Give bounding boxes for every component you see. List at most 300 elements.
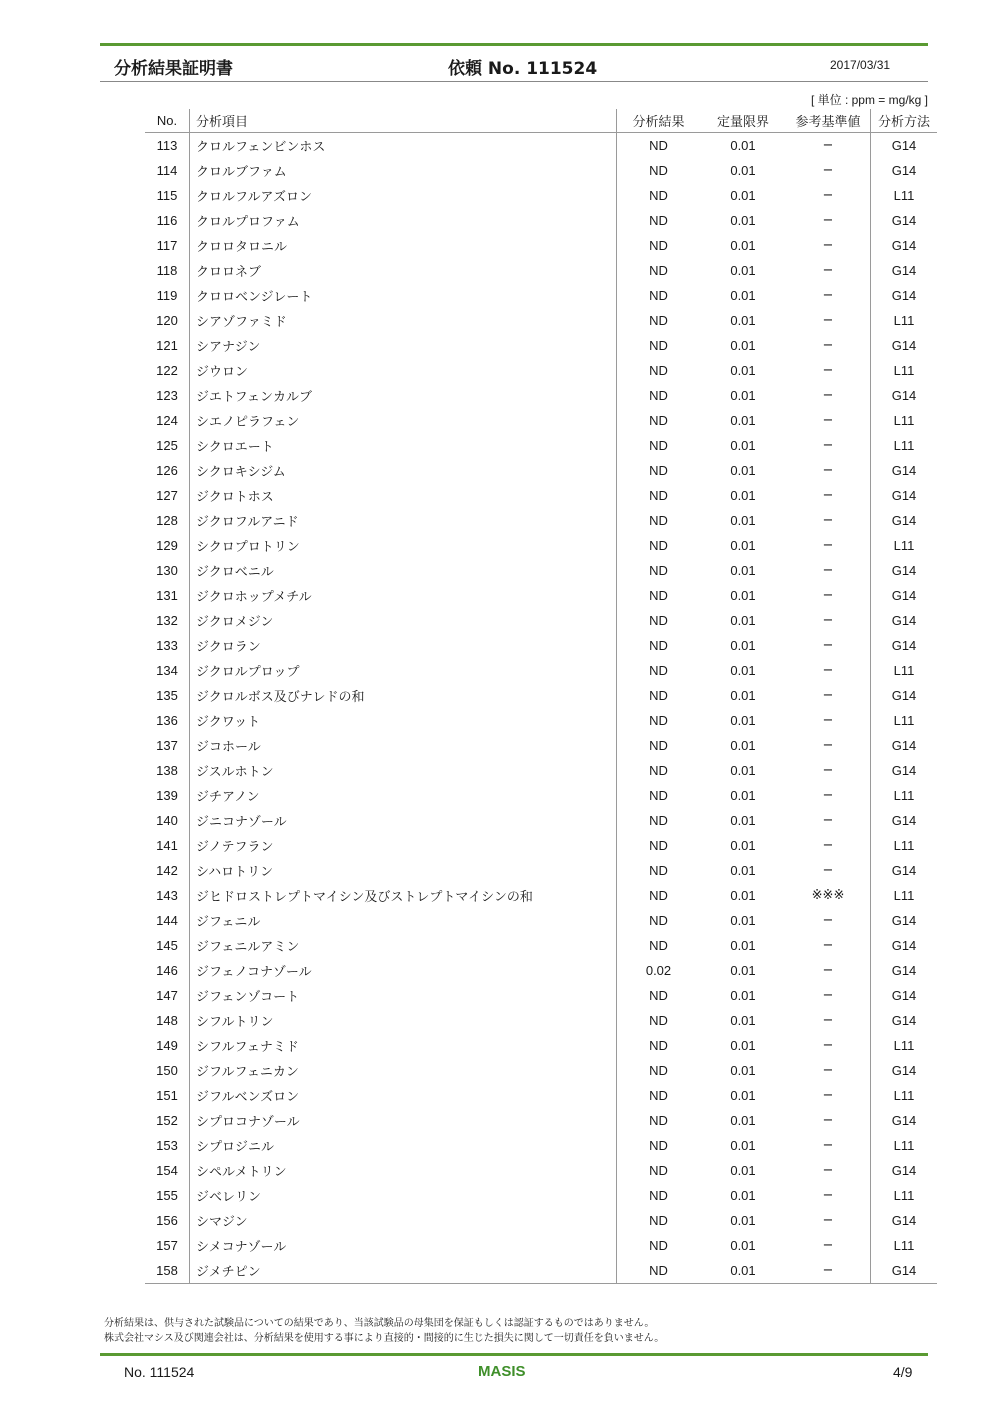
cell-loq: 0.01 xyxy=(730,838,756,853)
cell-item: ジクロベニル xyxy=(190,558,617,583)
cell-loq: 0.01 xyxy=(730,1013,756,1028)
cell-item: ジフェニルアミン xyxy=(190,933,617,958)
cell-loq: 0.01 xyxy=(730,338,756,353)
cell-method: G14 xyxy=(871,1108,938,1133)
cell-result: ND xyxy=(617,1008,701,1033)
cell-result: ND xyxy=(617,908,701,933)
cell-reference: − xyxy=(822,163,834,178)
cell-reference: − xyxy=(822,463,834,478)
cell-no: 136 xyxy=(156,713,178,728)
cell-result: ND xyxy=(617,258,701,283)
cell-reference: − xyxy=(822,1063,834,1078)
cell-loq: 0.01 xyxy=(730,688,756,703)
cell-method: L11 xyxy=(871,1083,938,1108)
table-row xyxy=(145,508,937,533)
cell-item: ジクワット xyxy=(190,708,617,733)
cell-method: L11 xyxy=(871,183,938,208)
cell-method: L11 xyxy=(871,1183,938,1208)
cell-loq: 0.01 xyxy=(700,1258,786,1284)
cell-method: L11 xyxy=(871,358,938,383)
cell-loq: 0.01 xyxy=(730,1113,756,1128)
cell-loq: 0.01 xyxy=(730,363,756,378)
cell-result: ND xyxy=(617,558,701,583)
cell-reference: − xyxy=(822,1213,834,1228)
cell-result: ND xyxy=(617,1158,701,1183)
cell-item: シクロエート xyxy=(190,433,617,458)
table-row xyxy=(145,208,937,233)
cell-item: シプロジニル xyxy=(190,1133,617,1158)
table-row xyxy=(145,383,937,408)
cell-reference: − xyxy=(822,938,834,953)
cell-no: 153 xyxy=(156,1138,178,1153)
cell-reference: − xyxy=(822,813,834,828)
cell-item: ジヒドロストレプトマイシン及びストレプトマイシンの和 xyxy=(190,883,617,908)
cell-item: ジクロルボス及びナレドの和 xyxy=(190,683,617,708)
cell-reference: − xyxy=(822,913,834,928)
cell-result: ND xyxy=(617,308,701,333)
cell-no: 119 xyxy=(156,288,178,303)
cell-loq: 0.01 xyxy=(730,488,756,503)
cell-reference: − xyxy=(822,488,834,503)
cell-loq: 0.01 xyxy=(730,1063,756,1078)
cell-item: シアナジン xyxy=(190,333,617,358)
cell-result: ND xyxy=(617,1133,701,1158)
cell-item: シフルトリン xyxy=(190,1008,617,1033)
cell-reference: − xyxy=(822,1013,834,1028)
table-row xyxy=(145,608,937,633)
cell-no: 115 xyxy=(156,188,178,203)
cell-no: 121 xyxy=(156,338,178,353)
cell-item: ジクロフルアニド xyxy=(190,508,617,533)
cell-no: 133 xyxy=(156,638,178,653)
cell-no: 137 xyxy=(156,738,178,753)
brand-logo: MASIS xyxy=(478,1363,526,1380)
table-row xyxy=(145,308,937,333)
cell-no: 134 xyxy=(156,663,178,678)
cell-item: シクロキシジム xyxy=(190,458,617,483)
col-header-item: 分析項目 xyxy=(190,109,617,133)
cell-no: 127 xyxy=(156,488,178,503)
cell-no: 120 xyxy=(156,313,178,328)
cell-method: G14 xyxy=(871,633,938,658)
cell-result: ND xyxy=(617,983,701,1008)
cell-method: L11 xyxy=(871,1033,938,1058)
cell-no: 122 xyxy=(156,363,178,378)
table-row xyxy=(145,1083,937,1108)
cell-method: L11 xyxy=(871,708,938,733)
cell-method: L11 xyxy=(871,1233,938,1258)
disclaimer-line: 株式会社マシス及び関連会社は、分析結果を使用する事により直接的・間接的に生じた損失に関して一切責任を負いません。 xyxy=(104,1333,665,1344)
cell-result: ND xyxy=(617,733,701,758)
cell-item: ジエトフェンカルブ xyxy=(190,383,617,408)
cell-item: シエノピラフェン xyxy=(190,408,617,433)
cell-no: 143 xyxy=(156,888,178,903)
cell-loq: 0.01 xyxy=(730,163,756,178)
cell-loq: 0.01 xyxy=(730,188,756,203)
cell-method: G14 xyxy=(871,958,938,983)
cell-result: ND xyxy=(617,1183,701,1208)
cell-loq: 0.01 xyxy=(730,1138,756,1153)
cell-method: G14 xyxy=(871,383,938,408)
cell-loq: 0.01 xyxy=(730,888,756,903)
cell-reference: − xyxy=(822,513,834,528)
cell-reference: − xyxy=(822,238,834,253)
cell-item: シクロプロトリン xyxy=(190,533,617,558)
cell-loq: 0.01 xyxy=(730,938,756,953)
cell-reference: − xyxy=(822,1163,834,1178)
cell-method: G14 xyxy=(871,1208,938,1233)
cell-result: ND xyxy=(617,1258,701,1284)
cell-item: ジフェニル xyxy=(190,908,617,933)
cell-method: G14 xyxy=(871,483,938,508)
cell-reference: − xyxy=(822,713,834,728)
cell-no: 128 xyxy=(156,513,178,528)
cell-item: ジフルベンズロン xyxy=(190,1083,617,1108)
cell-result: ND xyxy=(617,158,701,183)
cell-result: ND xyxy=(617,808,701,833)
cell-method: G14 xyxy=(871,858,938,883)
footer-request-number: No. 111524 xyxy=(124,1364,195,1380)
cell-item: ジクロホップメチル xyxy=(190,583,617,608)
cell-reference: − xyxy=(822,963,834,978)
cell-result: ND xyxy=(617,333,701,358)
col-header-reference: 参考基準値 xyxy=(786,109,871,133)
cell-no: 138 xyxy=(156,763,178,778)
cell-no: 117 xyxy=(156,238,178,253)
cell-method: G14 xyxy=(871,933,938,958)
table-row xyxy=(145,683,937,708)
cell-method: L11 xyxy=(871,308,938,333)
table-row xyxy=(145,708,937,733)
cell-result: ND xyxy=(617,1108,701,1133)
cell-result: ND xyxy=(617,633,701,658)
cell-result: ND xyxy=(617,408,701,433)
cell-result: ND xyxy=(617,133,701,159)
cell-result: ND xyxy=(617,1233,701,1258)
table-row xyxy=(145,1233,937,1258)
cell-reference: − xyxy=(822,313,834,328)
cell-result: ND xyxy=(617,933,701,958)
cell-no: 144 xyxy=(156,913,178,928)
cell-reference: − xyxy=(822,838,834,853)
issue-date: 2017/03/31 xyxy=(830,58,891,72)
cell-no: 140 xyxy=(156,813,178,828)
cell-item: ジベレリン xyxy=(190,1183,617,1208)
cell-result: ND xyxy=(617,708,701,733)
table-row xyxy=(145,458,937,483)
cell-method: G14 xyxy=(871,508,938,533)
cell-loq: 0.01 xyxy=(730,538,756,553)
cell-no: 131 xyxy=(156,588,178,603)
table-row xyxy=(145,808,937,833)
cell-item: ジノテフラン xyxy=(190,833,617,858)
cell-loq: 0.01 xyxy=(730,663,756,678)
cell-reference: − xyxy=(822,138,834,153)
cell-loq: 0.01 xyxy=(730,438,756,453)
table-row xyxy=(145,858,937,883)
footer-rule xyxy=(100,1353,928,1356)
cell-method: G14 xyxy=(871,208,938,233)
cell-method: L11 xyxy=(871,883,938,908)
cell-method: G14 xyxy=(871,983,938,1008)
cell-result: ND xyxy=(617,183,701,208)
table-row xyxy=(145,983,937,1008)
cell-reference: − xyxy=(822,1138,834,1153)
table-row xyxy=(145,958,937,983)
cell-loq: 0.01 xyxy=(730,513,756,528)
cell-no: 156 xyxy=(156,1213,178,1228)
table-row xyxy=(145,1008,937,1033)
cell-reference: − xyxy=(822,688,834,703)
cell-item: シアゾファミド xyxy=(190,308,617,333)
cell-reference: − xyxy=(822,388,834,403)
cell-result: ND xyxy=(617,1208,701,1233)
cell-no: 157 xyxy=(156,1238,178,1253)
cell-item: ジコホール xyxy=(190,733,617,758)
header-rule xyxy=(100,43,928,46)
cell-loq: 0.01 xyxy=(730,863,756,878)
cell-method: G14 xyxy=(871,283,938,308)
cell-loq: 0.01 xyxy=(730,313,756,328)
cell-reference: − xyxy=(822,1238,834,1253)
cell-reference: − xyxy=(822,188,834,203)
cell-method: G14 xyxy=(871,133,938,159)
table-row xyxy=(145,358,937,383)
cell-no: 151 xyxy=(156,1088,178,1103)
cell-item: ジクロルプロップ xyxy=(190,658,617,683)
cell-method: L11 xyxy=(871,533,938,558)
cell-method: L11 xyxy=(871,833,938,858)
table-row xyxy=(145,283,937,308)
cell-result: ND xyxy=(617,233,701,258)
cell-reference: − xyxy=(822,1038,834,1053)
cell-result: ND xyxy=(617,783,701,808)
cell-loq: 0.01 xyxy=(730,263,756,278)
cell-reference: − xyxy=(822,863,834,878)
cell-item: シフルフェナミド xyxy=(190,1033,617,1058)
table-row xyxy=(145,183,937,208)
cell-reference: − xyxy=(822,1188,834,1203)
table-row xyxy=(145,833,937,858)
cell-result: ND xyxy=(617,758,701,783)
cell-item: ジクロラン xyxy=(190,633,617,658)
cell-item: シメコナゾール xyxy=(190,1233,617,1258)
cell-no: 158 xyxy=(145,1258,190,1284)
cell-loq: 0.01 xyxy=(730,388,756,403)
cell-reference: − xyxy=(822,1113,834,1128)
cell-result: ND xyxy=(617,683,701,708)
table-row xyxy=(145,783,937,808)
cell-result: ND xyxy=(617,208,701,233)
cell-reference: − xyxy=(786,1258,871,1284)
cell-loq: 0.01 xyxy=(730,913,756,928)
cell-no: 126 xyxy=(156,463,178,478)
col-header-method: 分析方法 xyxy=(871,109,938,133)
cell-result: ND xyxy=(617,833,701,858)
cell-item: ジクロメジン xyxy=(190,608,617,633)
cell-loq: 0.01 xyxy=(730,963,756,978)
cell-no: 125 xyxy=(156,438,178,453)
cell-no: 150 xyxy=(156,1063,178,1078)
cell-no: 116 xyxy=(156,213,178,228)
cell-loq: 0.01 xyxy=(730,1088,756,1103)
cell-result: ND xyxy=(617,458,701,483)
cell-reference: − xyxy=(822,788,834,803)
cell-reference: − xyxy=(822,588,834,603)
cell-method: G14 xyxy=(871,733,938,758)
cell-reference: − xyxy=(822,363,834,378)
cell-method: L11 xyxy=(871,658,938,683)
cell-no: 118 xyxy=(156,263,178,278)
cell-loq: 0.01 xyxy=(730,138,756,153)
disclaimer-line: 分析結果は、供与された試験品についての結果であり、当該試験品の母集団を保証もしくは認証するものではありません。 xyxy=(104,1318,655,1329)
table-row xyxy=(145,133,937,159)
cell-item: クロルフルアズロン xyxy=(190,183,617,208)
cell-reference: − xyxy=(822,563,834,578)
table-header-row xyxy=(145,109,937,133)
cell-item: クロロタロニル xyxy=(190,233,617,258)
cell-item: ジスルホトン xyxy=(190,758,617,783)
cell-method: G14 xyxy=(871,158,938,183)
cell-method: G14 xyxy=(871,1058,938,1083)
cell-result: ND xyxy=(617,608,701,633)
col-header-loq: 定量限界 xyxy=(700,109,786,133)
cell-item: ジフルフェニカン xyxy=(190,1058,617,1083)
table-row xyxy=(145,758,937,783)
cell-no: 145 xyxy=(156,938,178,953)
cell-no: 124 xyxy=(156,413,178,428)
cell-loq: 0.01 xyxy=(730,788,756,803)
cell-no: 113 xyxy=(156,138,178,153)
cell-loq: 0.01 xyxy=(730,1163,756,1178)
cell-reference: − xyxy=(822,438,834,453)
cell-method: G14 xyxy=(871,458,938,483)
cell-reference: − xyxy=(822,988,834,1003)
cell-reference: − xyxy=(822,263,834,278)
cell-item: ジフェノコナゾール xyxy=(190,958,617,983)
cell-item: シマジン xyxy=(190,1208,617,1233)
cell-method: L11 xyxy=(871,433,938,458)
col-header-no: No. xyxy=(145,109,190,133)
cell-no: 123 xyxy=(156,388,178,403)
cell-result: ND xyxy=(617,1033,701,1058)
cell-result: ND xyxy=(617,358,701,383)
cell-no: 147 xyxy=(156,988,178,1003)
cell-loq: 0.01 xyxy=(730,588,756,603)
cell-item: クロルプロファム xyxy=(190,208,617,233)
cell-item: シペルメトリン xyxy=(190,1158,617,1183)
table-row xyxy=(145,933,937,958)
table-row xyxy=(145,1258,937,1284)
cell-item: ジニコナゾール xyxy=(190,808,617,833)
cell-method: G14 xyxy=(871,558,938,583)
cell-loq: 0.01 xyxy=(730,988,756,1003)
table-row xyxy=(145,583,937,608)
cell-item: シハロトリン xyxy=(190,858,617,883)
table-row xyxy=(145,433,937,458)
cell-method: G14 xyxy=(871,333,938,358)
cell-result: ND xyxy=(617,883,701,908)
cell-loq: 0.01 xyxy=(730,813,756,828)
cell-method: L11 xyxy=(871,783,938,808)
table-row xyxy=(145,1208,937,1233)
request-number: 依頼 No. 111524 xyxy=(448,59,598,79)
cell-method: G14 xyxy=(871,908,938,933)
cell-loq: 0.01 xyxy=(730,288,756,303)
page-number: 4/9 xyxy=(893,1364,913,1380)
cell-item: クロルブファム xyxy=(190,158,617,183)
cell-no: 146 xyxy=(156,963,178,978)
col-header-result: 分析結果 xyxy=(617,109,701,133)
table-row xyxy=(145,1058,937,1083)
table-row xyxy=(145,1133,937,1158)
cell-loq: 0.01 xyxy=(730,613,756,628)
cell-no: 155 xyxy=(156,1188,178,1203)
table-row xyxy=(145,883,937,908)
cell-method: G14 xyxy=(871,258,938,283)
cell-reference: − xyxy=(822,338,834,353)
cell-method: G14 xyxy=(871,583,938,608)
cell-result: ND xyxy=(617,433,701,458)
cell-loq: 0.01 xyxy=(730,463,756,478)
table-row xyxy=(145,558,937,583)
cell-loq: 0.01 xyxy=(730,1188,756,1203)
disclaimer xyxy=(104,1316,664,1346)
cell-reference: − xyxy=(822,738,834,753)
table-row xyxy=(145,633,937,658)
table-row xyxy=(145,1033,937,1058)
cell-reference: − xyxy=(822,413,834,428)
cell-no: 139 xyxy=(156,788,178,803)
cell-no: 154 xyxy=(156,1163,178,1178)
cell-result: ND xyxy=(617,1058,701,1083)
table-row xyxy=(145,258,937,283)
table-row xyxy=(145,233,937,258)
table-row xyxy=(145,533,937,558)
cell-item: ジウロン xyxy=(190,358,617,383)
cell-loq: 0.01 xyxy=(730,638,756,653)
table-row xyxy=(145,158,937,183)
cell-no: 148 xyxy=(156,1013,178,1028)
cell-method: G14 xyxy=(871,233,938,258)
cell-no: 152 xyxy=(156,1113,178,1128)
cell-reference: − xyxy=(822,638,834,653)
cell-result: ND xyxy=(617,533,701,558)
cell-result: ND xyxy=(617,283,701,308)
cell-reference: − xyxy=(822,538,834,553)
cell-loq: 0.01 xyxy=(730,713,756,728)
cell-no: 142 xyxy=(156,863,178,878)
cell-loq: 0.01 xyxy=(730,1238,756,1253)
table-row xyxy=(145,1183,937,1208)
results-table xyxy=(145,109,937,1284)
cell-item: クロルフェンビンホス xyxy=(190,133,617,159)
cell-method: L11 xyxy=(871,1133,938,1158)
cell-result: ND xyxy=(617,858,701,883)
cell-result: ND xyxy=(617,658,701,683)
cell-loq: 0.01 xyxy=(730,1213,756,1228)
cell-method: G14 xyxy=(871,1158,938,1183)
cell-reference: − xyxy=(822,288,834,303)
cell-result: ND xyxy=(617,508,701,533)
cell-method: G14 xyxy=(871,608,938,633)
cell-loq: 0.01 xyxy=(730,1038,756,1053)
unit-label: [ 単位 : ppm = mg/kg ] xyxy=(810,93,928,107)
cell-loq: 0.01 xyxy=(730,563,756,578)
cell-result: ND xyxy=(617,1083,701,1108)
cell-loq: 0.01 xyxy=(730,213,756,228)
cell-item: シプロコナゾール xyxy=(190,1108,617,1133)
